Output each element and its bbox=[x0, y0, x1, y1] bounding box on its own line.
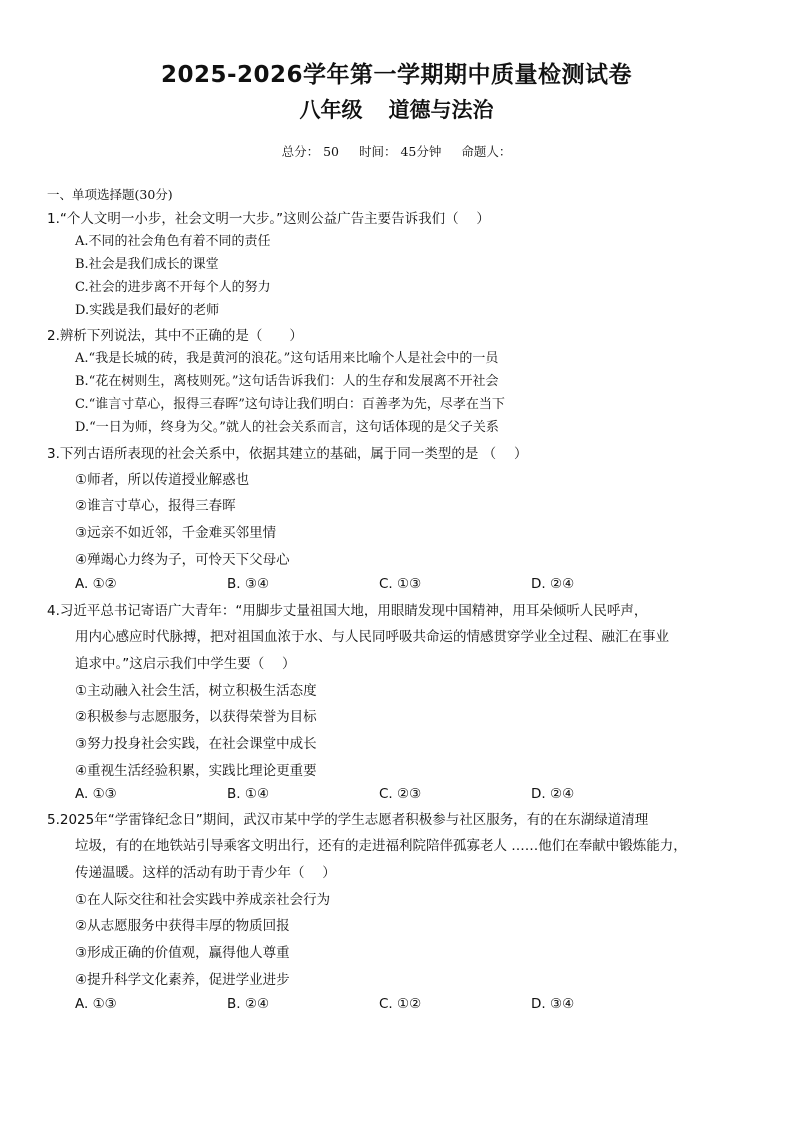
section-heading: 一、单项选择题(30分) bbox=[47, 187, 173, 202]
question-5-choices bbox=[75, 995, 715, 1013]
question-5-choice-b: B. ②④ bbox=[227, 996, 270, 1012]
question-5-stem-line-2: 垃圾，有的在地铁站引导乘客文明出行，还有的走进福利院陪伴孤寡老人 ……他们在奉献中锻炼能力， bbox=[75, 838, 687, 854]
question-1-option-d: D.实践是我们最好的老师 bbox=[75, 303, 220, 318]
question-1-stem: 1.“个人文明一小步，社会文明一大步。”这则公益广告主要告诉我们（ ） bbox=[47, 211, 490, 227]
question-3-stem: 3.下列古语所表现的社会关系中，依据其建立的基础，属于同一类型的是 （ ） bbox=[47, 446, 528, 462]
question-5-item-1: ①在人际交往和社会实践中养成亲社会行为 bbox=[75, 892, 331, 908]
question-4-choice-b: B. ①④ bbox=[227, 786, 270, 802]
question-4-item-2: ②积极参与志愿服务，以获得荣誉为目标 bbox=[75, 709, 317, 725]
question-1-option-c: C.社会的进步离不开每个人的努力 bbox=[75, 280, 271, 295]
question-3-choices bbox=[75, 575, 715, 593]
author: 命题人： bbox=[461, 144, 512, 159]
time-limit: 时间： 45分钟 bbox=[358, 144, 442, 159]
question-4-stem-line-3: 追求中。”这启示我们中学生要（ ） bbox=[75, 656, 296, 672]
question-5-choice-c: C. ①② bbox=[379, 996, 422, 1012]
question-5-item-2: ②从志愿服务中获得丰厚的物质回报 bbox=[75, 918, 290, 934]
question-4-choice-a: A. ①③ bbox=[75, 786, 117, 802]
question-1-option-b: B.社会是我们成长的课堂 bbox=[75, 257, 219, 272]
question-2-option-c: C.“谁言寸草心，报得三春晖”这句诗让我们明白：百善孝为先，尽孝在当下 bbox=[75, 397, 505, 412]
question-5-choice-a: A. ①③ bbox=[75, 996, 117, 1012]
question-3-choice-d: D. ②④ bbox=[531, 576, 575, 592]
question-4-choices bbox=[75, 785, 715, 803]
question-2-option-a: A.“我是长城的砖，我是黄河的浪花。”这句话用来比喻个人是社会中的一员 bbox=[75, 351, 499, 366]
total-score: 总分： 50 bbox=[281, 144, 339, 159]
question-4-item-1: ①主动融入社会生活，树立积极生活态度 bbox=[75, 683, 317, 699]
question-5-stem-line-3: 传递温暖。这样的活动有助于青少年（ ） bbox=[75, 865, 336, 881]
question-4-choice-d: D. ②④ bbox=[531, 786, 575, 802]
question-3-item-3: ③远亲不如近邻，千金难买邻里情 bbox=[75, 525, 277, 541]
question-3-choice-c: C. ①③ bbox=[379, 576, 422, 592]
question-3-item-2: ②谁言寸草心，报得三春晖 bbox=[75, 498, 236, 514]
question-5-stem-line-1: 5.2025年“学雷锋纪念日”期间，武汉市某中学的学生志愿者积极参与社区服务，有的在东湖绿道清理 bbox=[47, 812, 649, 828]
question-2-stem: 2.辨析下列说法，其中不正确的是（ ） bbox=[47, 328, 303, 344]
question-3-item-4: ④殚竭心力终为子，可怜天下父母心 bbox=[75, 552, 290, 568]
question-5-item-4: ④提升科学文化素养，促进学业进步 bbox=[75, 972, 290, 988]
question-4-item-3: ③努力投身社会实践，在社会课堂中成长 bbox=[75, 736, 317, 752]
question-4-choice-c: C. ②③ bbox=[379, 786, 422, 802]
exam-subtitle bbox=[0, 94, 793, 124]
question-5-item-3: ③形成正确的价值观，赢得他人尊重 bbox=[75, 945, 290, 961]
grade-label: 八年级 bbox=[299, 98, 363, 122]
question-4-stem-line-2: 用内心感应时代脉搏，把对祖国血浓于水、与人民同呼吸共命运的情感贯穿学业全过程、融汇在事业 bbox=[75, 629, 669, 645]
question-4-stem-line-1: 4.习近平总书记寄语广大青年：“用脚步丈量祖国大地，用眼睛发现中国精神，用耳朵倾听人民呼声， bbox=[47, 603, 648, 619]
question-3-choice-b: B. ③④ bbox=[227, 576, 270, 592]
question-3-choice-a: A. ①② bbox=[75, 576, 117, 592]
exam-meta bbox=[0, 142, 793, 160]
subject-label: 道德与法治 bbox=[388, 98, 494, 122]
question-5-choice-d: D. ③④ bbox=[531, 996, 575, 1012]
question-3-item-1: ①师者，所以传道授业解惑也 bbox=[75, 472, 250, 488]
question-2-option-d: D.“一日为师，终身为父。”就人的社会关系而言，这句话体现的是父子关系 bbox=[75, 420, 499, 435]
question-1-option-a: A.不同的社会角色有着不同的责任 bbox=[75, 234, 271, 249]
question-4-item-4: ④重视生活经验积累，实践比理论更重要 bbox=[75, 763, 317, 779]
exam-title: 2025-2026学年第一学期期中质量检测试卷 bbox=[160, 62, 633, 88]
question-2-option-b: B.“花在树则生，离枝则死。”这句话告诉我们：人的生存和发展离不开社会 bbox=[75, 374, 499, 389]
